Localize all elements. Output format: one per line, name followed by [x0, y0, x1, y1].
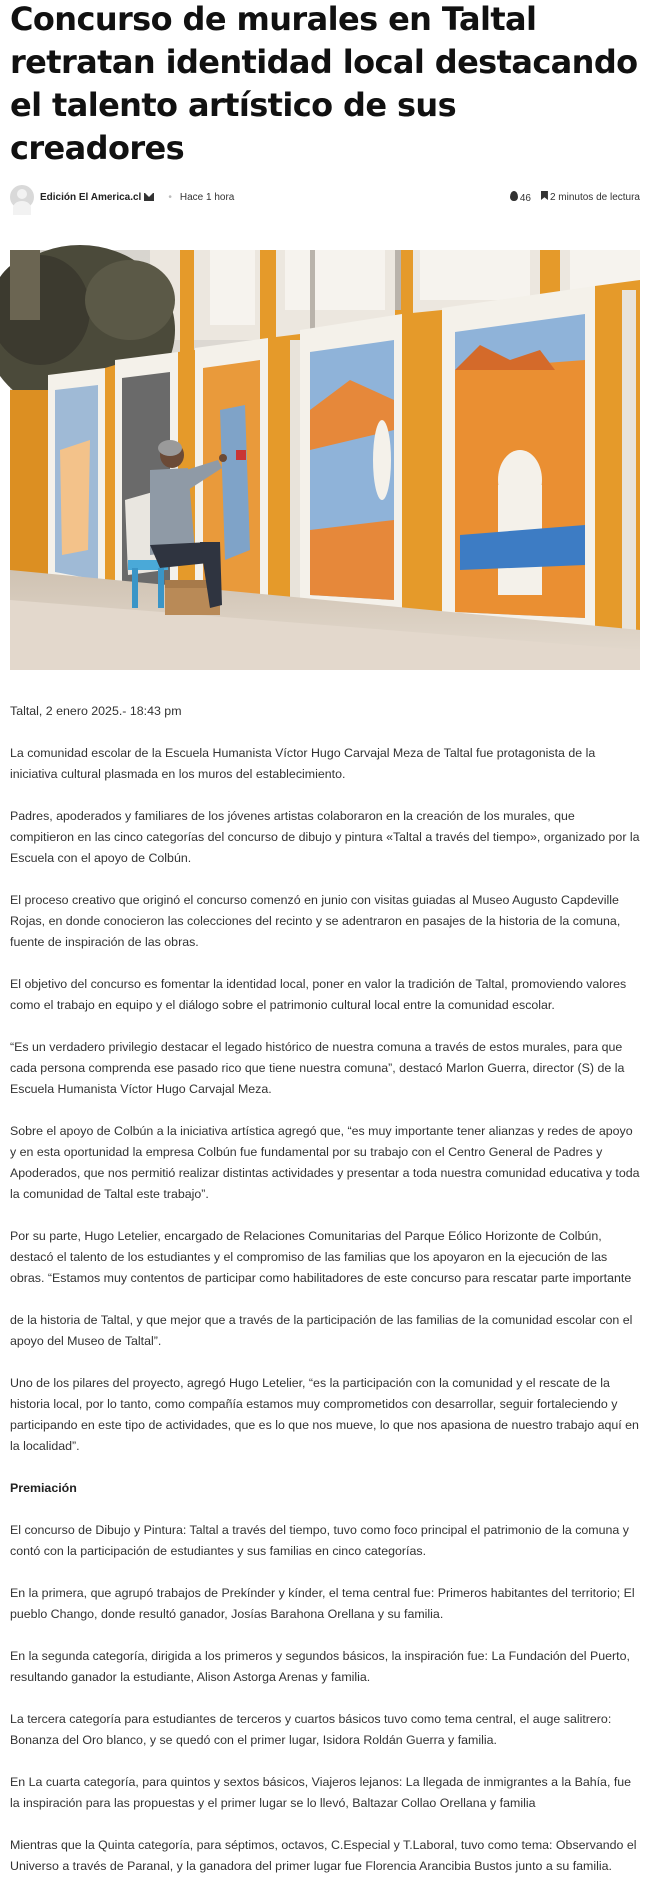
separator-dot: •	[168, 191, 172, 203]
dateline: Taltal, 2 enero 2025.- 18:43 pm	[10, 704, 182, 718]
hero-image	[10, 250, 640, 670]
paragraph: El proceso creativo que originó el concurso comenzó en junio con visitas guiadas al Museo Augusto Capdeville Rojas, en donde conocieron las colecciones del recinto y se adentraron en pasajes de la historia de la comuna, fuente de inspiración de las obras.	[10, 893, 621, 949]
article-stats	[510, 191, 640, 204]
award-paragraph: En La cuarta categoría, para quintos y sextos básicos, Viajeros lejanos: La llegada de inmigrantes a la Bahía, fue la inspiración para las propuestas y el primer lugar se lo llevó, Baltazar Collao Orellana y familia	[10, 1775, 632, 1810]
paragraph: La comunidad escolar de la Escuela Humanista Víctor Hugo Carvajal Meza de Taltal fue protagonista de la iniciativa cultural plasmada en los muros del establecimiento.	[10, 746, 596, 781]
award-paragraph: En la segunda categoría, dirigida a los primeros y segundos básicos, la inspiración fue: La Fundación del Puerto, resultando ganador la estudiante, Alison Astorga Arenas y familia.	[10, 1649, 630, 1684]
user-avatar-icon[interactable]	[10, 185, 34, 209]
views-value: 46	[519, 192, 531, 204]
paragraph: “Es un verdadero privilegio destacar el legado histórico de nuestra comuna a través de estos murales, para que cada persona comprenda ese pasado rico que tiene nuestra comuna”, destacó Marlon Guerra, director (S) de la Escuela Humanista Víctor Hugo Carvajal Meza.	[10, 1040, 625, 1096]
paragraph: El objetivo del concurso es fomentar la identidad local, poner en valor la tradición de Taltal, promoviendo valores como el trabajo en equipo y el diálogo sobre el patrimonio cultural local entre la comunidad escolar.	[10, 977, 627, 1012]
section-heading: Premiación	[10, 1481, 77, 1495]
award-paragraph: El concurso de Dibujo y Pintura: Taltal a través del tiempo, tuvo como foco principal el patrimonio de la comuna y contó con la participación de estudiantes y sus familias en cinco categorías.	[10, 1523, 629, 1558]
paragraph: Padres, apoderados y familiares de los jóvenes artistas colaboraron en la creación de los murales, que compitieron en las cinco categorías del concurso de dibujo y pintura «Taltal a través del tiempo», organizado por la Escuela con el apoyo de Colbún.	[10, 809, 640, 865]
award-paragraph: La tercera categoría para estudiantes de terceros y cuartos básicos tuvo como tema central, el auge salitrero: Bonanza del Oro blanco, y se quedó con el primer lugar, Isidora Roldán Guerra y familia.	[10, 1712, 612, 1747]
views-count	[510, 191, 531, 204]
bookmark-icon	[541, 191, 548, 200]
award-paragraph: En la primera, que agrupó trabajos de Prekínder y kínder, el tema central fue: Primeros habitantes del territorio; El pueblo Chango, donde resultó ganador, Josías Barahona Orellana y su familia.	[10, 1586, 635, 1621]
time-ago: Hace 1 hora	[179, 191, 235, 203]
read-time	[537, 191, 640, 203]
paragraph: Por su parte, Hugo Letelier, encargado de Relaciones Comunitarias del Parque Eólico Horizonte de Colbún, destacó el talento de los estudiantes y el compromiso de las familias que los apoyaron en la ejecución de las obras. “Estamos muy contentos de participar como habilitadores de este concurso para rescatar parte importante	[10, 1229, 632, 1285]
paragraph: Sobre el apoyo de Colbún a la iniciativa artística agregó que, “es muy importante tener alianzas y redes de apoyo y en esta oportunidad la empresa Colbún fue fundamental por su trabajo con el Centro General de Padres y Apoderados, que nos permitió realizar distintas actividades y presentar a toda nuestra comunidad educativa y toda la comunidad de Taltal este trabajo”.	[10, 1124, 640, 1201]
paragraph: Uno de los pilares del proyecto, agregó Hugo Letelier, “es la participación con la comunidad y el rescate de la historia local, por lo tanto, como compañía estamos muy comprometidos con desarrollar, seguir fortaleciendo y participando en este tipo de actividades, que es lo que nos mueve, lo que nos apasiona de nuestro trabajo aquí en la localidad”.	[10, 1376, 639, 1453]
article-meta	[10, 182, 640, 212]
article-title: Concurso de murales en Taltal retratan identidad local destacando el talento artístico de sus creadores	[10, 0, 638, 167]
read-time-value: 2 minutos de lectura	[549, 192, 640, 203]
fire-icon	[510, 191, 518, 201]
article-body	[10, 701, 640, 1877]
paragraph: de la historia de Taltal, y que mejor que a través de la participación de las familias de la comunidad escolar con el apoyo del Museo de Taltal”.	[10, 1313, 633, 1348]
author-link[interactable]: Edición El America.cl	[40, 191, 142, 203]
envelope-icon[interactable]	[144, 193, 154, 201]
award-paragraph: Mientras que la Quinta categoría, para séptimos, octavos, C.Especial y T.Laboral, tuvo como tema: Observando el Universo a través de Paranal, y la ganadora del primer lugar fue Florencia Arancibia Bustos junto a su familia.	[10, 1838, 637, 1873]
